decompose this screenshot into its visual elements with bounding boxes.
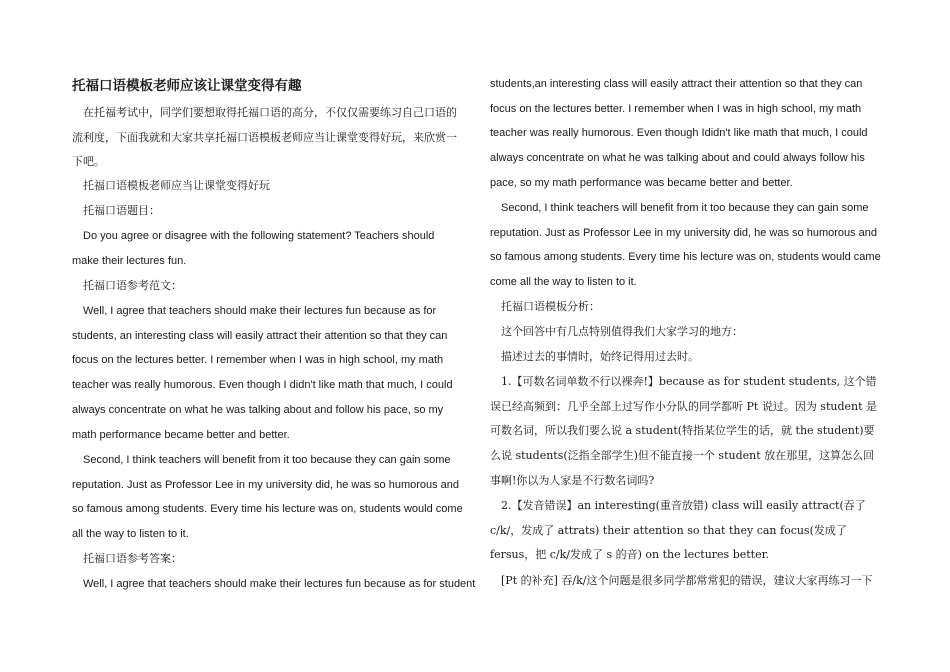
paragraph-sample-1: Well, I agree that teachers should make their lectures fun because as for students, an interesting class will easily attract their attention so that they can focus on the lectures better. I remember when I was in high school, my math teacher was really humorous. Even though I didn't like math that much, I could always concentrate on what he was talking about and follow his pace, so my math performance became better and better.	[72, 305, 453, 441]
paragraph-subtitle: 托福口语模板老师应当让课堂变得好玩	[83, 179, 270, 192]
paragraph-answer-1: Well, I agree that teachers should make their lectures fun because as for student	[83, 578, 476, 590]
paragraph-answer-2: Second, I think teachers will benefit from it too because they can gain some reputation. Just as Professor Lee in my university did, he was so humorous and so famous among students. Every time his lecture was on, students would came come all the way to listen to it.	[490, 202, 881, 289]
paragraph-sample-2: Second, I think teachers will benefit from it too because they can gain some reputation. Just as Professor Lee in my university did, he was so humorous and so famous among students. Every time his lecture was on, students would come all the way to listen to it.	[72, 454, 463, 541]
paragraph-question-heading: 托福口语题目：	[83, 204, 160, 217]
paragraph-pt-note: [Pt 的补充] 吞/k/这个问题是很多同学都常常犯的错误，建议大家再练习一下	[501, 574, 873, 587]
paragraph-point-1: 1.【可数名词单数不行以裸奔!】because as for student students, 这个错误已经高频到：几乎全部上过写作小分队的同学都听 Pt 说过。因为 student 是可数名词，所以我们要么说 a student(特指某位学生的话，就 the student)要么说 students(泛指全部学生)但不能直接一个 student 放在那里，这算怎么回事啊!你以为人家是不行数名词吗?	[490, 375, 878, 487]
document-title: 托福口语模板老师应该让课堂变得有趣	[72, 78, 302, 94]
paragraph-analysis-intro: 这个回答中有几点特别值得我们大家学习的地方：	[501, 325, 743, 338]
paragraph-question: Do you agree or disagree with the following statement? Teachers should make their lectures fun.	[72, 230, 435, 267]
paragraph-point-2: 2.【发音错误】an interesting(重音放错) class will easily attract(吞了 c/k/，发成了 attrats) their attention so that they can focus(发成了 fersus，把 c/k/发成了 s 的音) on the lectures better.	[490, 499, 866, 562]
paragraph-sample-heading: 托福口语参考范文：	[83, 279, 182, 292]
paragraph-answer-heading: 托福口语参考答案：	[83, 552, 182, 565]
paragraph-intro: 在托福考试中，同学们要想取得托福口语的高分，不仅仅需要练习自己口语的流利度，下面我就和大家共享托福口语模板老师应当让课堂变得好玩，来欣赏一下吧。	[72, 106, 457, 169]
paragraph-answer-continued: students,an interesting class will easily attract their attention so that they can focus on the lectures better. I remember when I was in high school, my math teacher was really humorous. Even though Ididn't like math that much, I could always concentrate on what he was talking about and could always follow his pace, so my math performance was became better and better.	[490, 78, 868, 189]
paragraph-tense-note: 描述过去的事情时，始终记得用过去时。	[501, 350, 699, 363]
paragraph-analysis-heading: 托福口语模板分析：	[501, 300, 600, 313]
